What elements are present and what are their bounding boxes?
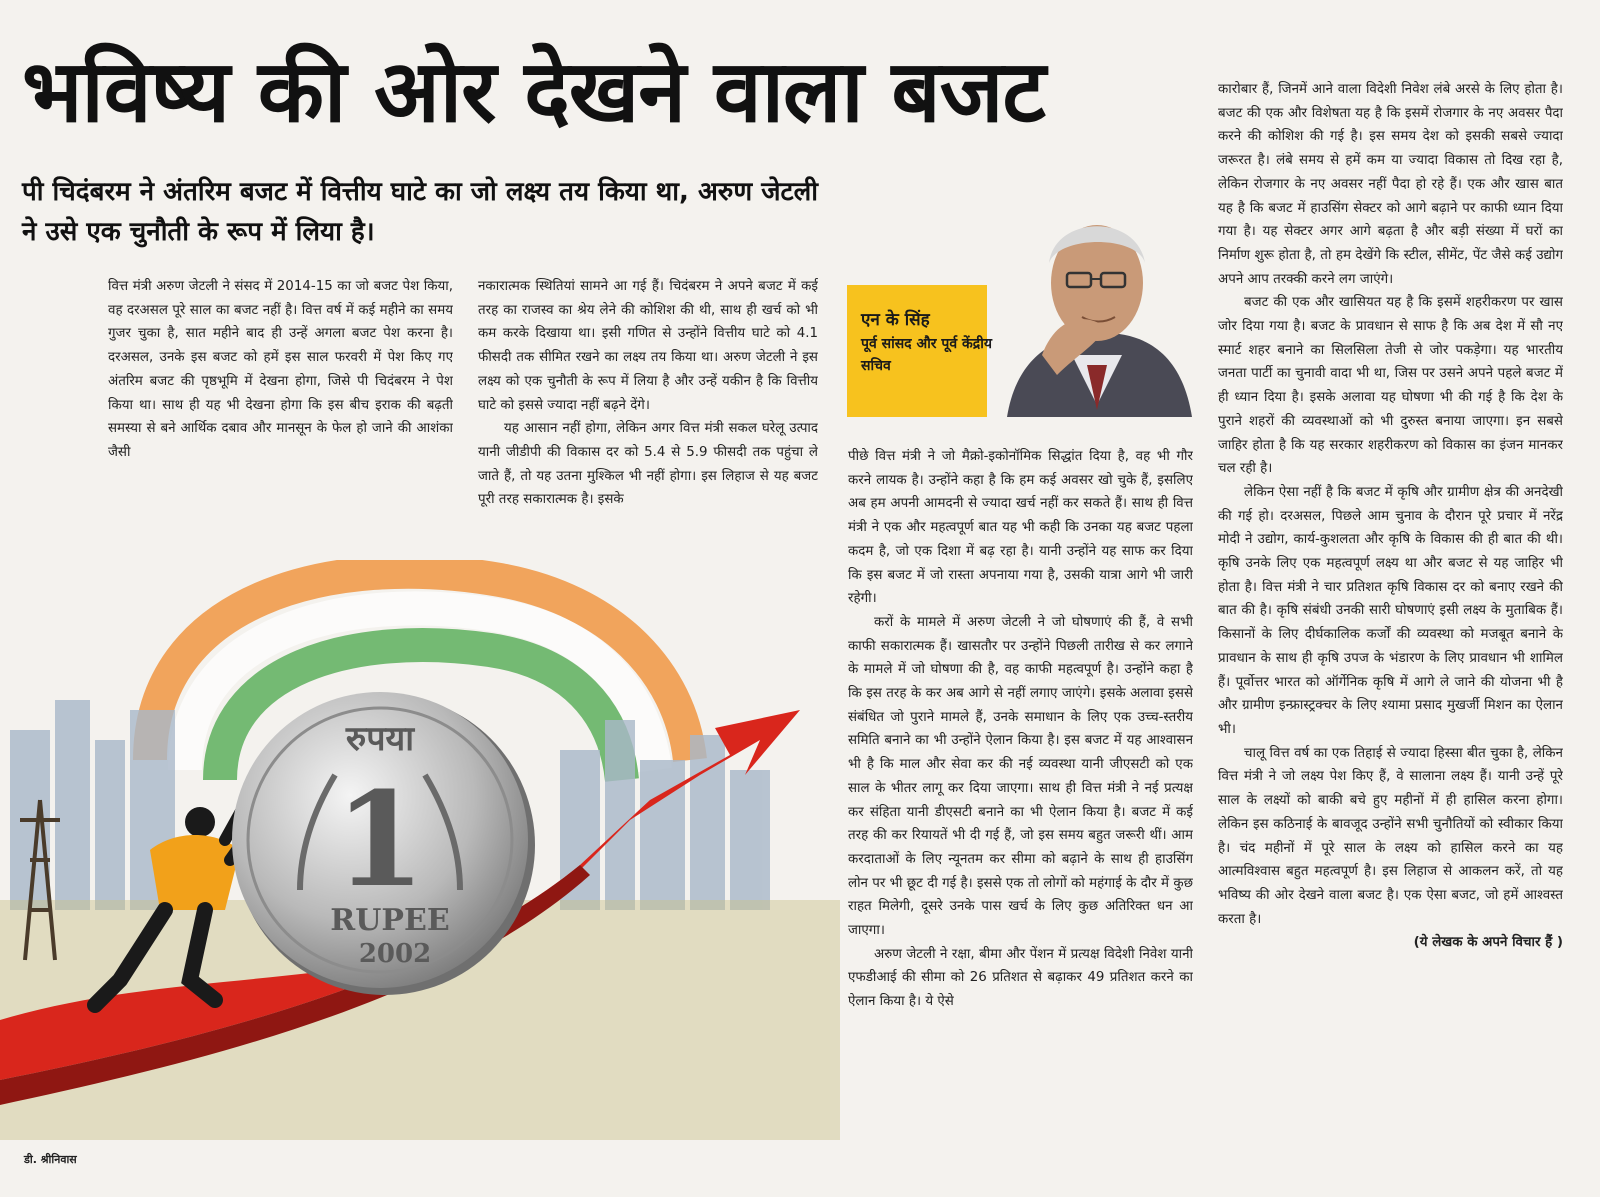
paragraph: कारोबार हैं, जिनमें आने वाला विदेशी निवेश लंबे अरसे के लिए होता है। बजट की एक और विशेषता यह है कि इसमें रोजगार के नए अवसर पैदा करने की कोशिश की गई है। इस समय देश को इसकी सबसे ज्यादा जरूरत है। लंबे समय से हमें कम या ज्यादा विकास तो दिख रहा है, लेकिन रोजगार के नए अवसर नहीं पैदा हो रहे हैं। एक और खास बात यह है कि बजट में हाउसिंग सेक्टर को आगे बढ़ाने पर काफी ध्यान दिया गया है। यह सेक्टर अगर आगे बढ़ता है और बड़ी संख्या में घरों का निर्माण शुरू होता है, तो हम देखेंगे कि स्टील, सीमेंट, पेंट जैसे कई उद्योग अपने आप तरक्की करने लग जाएंगे।: [1218, 82, 1563, 287]
paragraph: चालू वित्त वर्ष का एक तिहाई से ज्यादा हिस्सा बीत चुका है, लेकिन वित्त मंत्री ने जो लक्ष्य पेश किए हैं, वे सालाना लक्ष्य हैं। यानी उन्हें पूरे साल के लक्ष्यों को बाकी बचे हुए महीनों में ही हासिल करना होगा। लेकिन इस कठिनाई के बावजूद उन्होंने सभी चुनौतियों को स्वीकार किया है। चंद महीनों में पूरे साल के लक्ष्य को हासिल करने का यह आत्मविश्वास बहुत महत्वपूर्ण है। इस लिहाज से आकलन करें, तो यह भविष्य की ओर देखने वाला बजट है। एक ऐसा बजट, जो हमें आश्वस्त करता है।: [1218, 745, 1563, 927]
paragraph: अरुण जेटली ने रक्षा, बीमा और पेंशन में प्रत्यक्ष विदेशी निवेश यानी एफडीआई की सीमा को 26 प्रतिशत से बढ़ाकर 49 प्रतिशत करने का ऐलान किया है। ये ऐसे: [848, 946, 1193, 1010]
illustration-credit: डी. श्रीनिवास: [24, 1153, 77, 1166]
paragraph: लेकिन ऐसा नहीं है कि बजट में कृषि और ग्रामीण क्षेत्र की अनदेखी की गई हो। दरअसल, पिछले आम चुनाव के दौरान पूरे प्रचार में नरेंद्र मोदी ने उद्योग, कार्य-कुशलता और कृषि के विकास की ही बात की थी। कृषि उनके लिए एक महत्वपूर्ण लक्ष्य था और बजट से यह जाहिर भी होता है। वित्त मंत्री ने चार प्रतिशत कृषि विकास दर को बनाए रखने की बात की है। कृषि संबंधी उनकी सारी घोषणाएं इसी लक्ष्य के मुताबिक हैं। किसानों के लिए दीर्घकालिक कर्जों की व्यवस्था को मजबूत बनाने के प्रावधान के साथ ही कृषि उपज के भंडारण के लिए प्रावधान भी शामिल हैं। पूर्वोत्तर भारत को ऑर्गेनिक कृषि में आगे ले जाने की योजना भी है और ग्रामीण इन्फ्रास्ट्रक्चर के लिए श्यामा प्रसाद मुखर्जी मिशन का ऐलान भी।: [1218, 484, 1563, 737]
deck: पी चिदंबरम ने अंतरिम बजट में वित्तीय घाटे का जो लक्ष्य तय किया था, अरुण जेटली ने उसे एक चुनौती के रूप में लिया है।: [22, 177, 818, 247]
column-2: [478, 275, 818, 605]
author-name: एन के सिंह: [861, 310, 930, 330]
coin-year: 2002: [358, 939, 432, 969]
coin-bottom-text: RUPEE: [330, 903, 450, 938]
author-portrait: [987, 205, 1192, 417]
author-designation: पूर्व सांसद और पूर्व केंद्रीय सचिव: [861, 336, 992, 374]
coin-top-text: रुपया: [345, 719, 415, 759]
rupee-coin: [232, 692, 535, 995]
paragraph: यह आसान नहीं होगा, लेकिन अगर वित्त मंत्री सकल घरेलू उत्पाद यानी जीडीपी की विकास दर को 5.4 से 5.9 फीसदी तक पहुंचा ले जाते हैं, तो यह उतना मुश्किल भी नहीं होगा। इस लिहाज से यह बजट पूरी तरह सकारात्मक है। इसके: [478, 421, 818, 508]
paragraph: पीछे वित्त मंत्री ने जो मैक्रो-इकोनॉमिक सिद्धांत दिया है, वह भी गौर करने लायक है। उन्होंने कहा है कि हम कई अवसर खो चुके हैं, इसलिए अब हम अपनी आमदनी से ज्यादा खर्च नहीं कर सकते हैं। साथ ही वित्त मंत्री ने एक और महत्वपूर्ण बात यह भी कही कि उनका यह बजट पहला कदम है, जो एक दिशा में बढ़ रहा है। यानी उन्होंने यह साफ कर दिया कि इस बजट में जो रास्ता अपनाया गया है, उसकी यात्रा आगे भी जारी रहेगी।: [848, 449, 1193, 607]
paragraph: करों के मामले में अरुण जेटली ने जो घोषणाएं की हैं, वे सभी काफी सकारात्मक हैं। खासतौर पर उन्होंने पिछली तारीख से कर लगाने के मामले में जो घोषणा की है, वह काफी महत्वपूर्ण है। उन्होंने कहा है कि इस तरह के कर अब आगे से नहीं लगाए जाएंगे। इसके अलावा इससे संबंधित जो पुराने मामले हैं, उनके समाधान के लिए एक उच्च-स्तरीय समिति बनाने का भी उन्होंने ऐलान किया है। इस बजट में यह आश्वासन भी है कि माल और सेवा कर की नई व्यवस्था यानी जीएसटी को एक साल के भीतर लागू कर दिया जाएगा। साथ ही वित्त मंत्री ने नई प्रत्यक्ष कर संहिता यानी डीएसटी बनाने का भी ऐलान किया है। बजट में कई तरह की कर रियायतें भी दी गई हैं, जो इस समय बहुत जरूरी थीं। आम करदाताओं के लिए न्यूनतम कर सीमा को बढ़ाने के साथ ही हाउसिंग लोन पर भी छूट दी गई है। इससे एक तो लोगों को महंगाई के दौर में कुछ राहत मिलेगी, दूसरे उनके पास खर्च के लिए कुछ अतिरिक्त धन आ जाएगा।: [848, 614, 1193, 939]
paragraph: नकारात्मक स्थितियां सामने आ गई हैं। चिदंबरम ने अपने बजट में कई तरह का राजस्व का श्रेय लेने की कोशिश की थी, साथ ही खर्च को भी कम करके दिखाया था। इसी गणित से उन्होंने वित्तीय घाटे को 4.1 फीसदी तक सीमित रखने का लक्ष्य तय किया था। अरुण जेटली ने इस लक्ष्य को एक चुनौती के रूप में लिया है और उन्हें यकीन है कि वित्तीय घाटे को इससे ज्यादा नहीं बढ़ने देंगे।: [478, 279, 818, 413]
author-box: [847, 205, 1192, 417]
budget-illustration: [0, 560, 840, 1140]
headline: भविष्य की ओर देखने वाला बजट: [22, 42, 1045, 142]
disclaimer: (ये लेखक के अपने विचार हैं ): [1413, 935, 1563, 951]
column-1: [108, 275, 453, 495]
column-3: [848, 445, 1193, 1150]
paragraph: बजट की एक और खासियत यह है कि इसमें शहरीकरण पर खास जोर दिया गया है। बजट के प्रावधान से साफ है कि अब देश में सौ नए स्मार्ट शहर बनाने का सिलसिला तेजी से जोर पकड़ेगा। यह भारतीय जनता पार्टी का चुनावी वादा भी था, जिस पर उसने अपने पहले बजट में ही ध्यान दिया है। इसके अलावा यह घोषणा भी की गई है कि देश के पुराने शहरों की व्यवस्थाओं को भी दुरुस्त बनाया जाएगा। इन सबसे जाहिर होता है कि यह सरकार शहरीकरण को विकास का इंजन मानकर चल रही है।: [1218, 295, 1563, 477]
paragraph: वित्त मंत्री अरुण जेटली ने संसद में 2014-15 का जो बजट पेश किया, वह दरअसल पूरे साल का बजट नहीं है। वित्त वर्ष में कई महीने का समय गुजर चुका है, सात महीने बाद ही उन्हें अगला बजट पेश करना है। दरअसल, उनके इस बजट को हमें इस साल फरवरी में पेश किए गए अंतरिम बजट की पृष्ठभूमि में देखना होगा, जिसे पी चिदंबरम ने पेश किया था। साथ ही यह भी देखना होगा कि इस बीच इराक की बढ़ती समस्या से बने आर्थिक दबाव और मानसून के फेल हो जाने की आशंका जैसी: [108, 279, 453, 460]
coin-value: 1: [334, 763, 426, 916]
column-4: [1218, 78, 1563, 1158]
